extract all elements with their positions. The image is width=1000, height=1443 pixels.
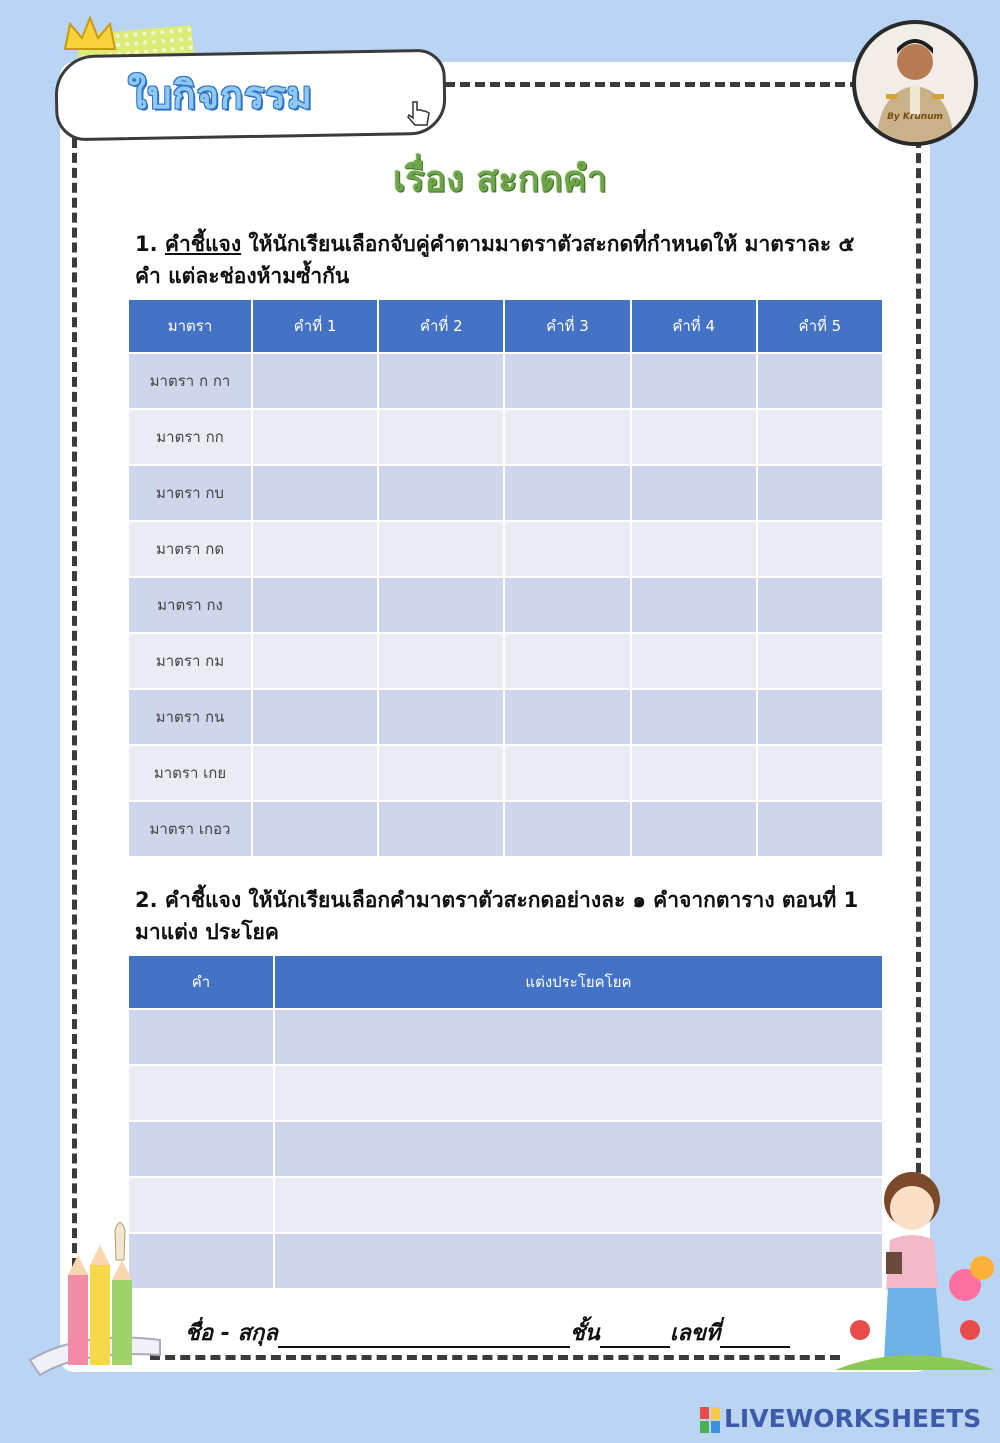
table-row [129, 1010, 882, 1064]
table-row [129, 466, 882, 520]
answer-cell[interactable] [758, 410, 882, 464]
avatar-credit: By Krunum [887, 112, 943, 122]
answer-cell[interactable] [758, 746, 882, 800]
answer-cell[interactable] [758, 802, 882, 856]
header-word-3: คำที่ 3 [505, 300, 629, 352]
word-cell[interactable] [129, 1122, 273, 1176]
answer-cell[interactable] [758, 354, 882, 408]
liveworksheets-brand [700, 1404, 981, 1433]
page-subtitle: เรื่อง สะกดคำ [392, 159, 608, 200]
table-row [129, 802, 882, 856]
answer-cell[interactable] [505, 802, 629, 856]
table-row [129, 1122, 882, 1176]
row-label: มาตรา กง [129, 578, 251, 632]
answer-cell[interactable] [253, 746, 377, 800]
instruction-1-label: คำชี้แจง [164, 232, 242, 256]
instruction-1-number: 1. [135, 232, 158, 256]
answer-cell[interactable] [505, 522, 629, 576]
table-row [129, 1234, 882, 1288]
row-label: มาตรา กบ [129, 466, 251, 520]
row-label: มาตรา เกย [129, 746, 251, 800]
sentence-cell[interactable] [275, 1122, 882, 1176]
answer-cell[interactable] [253, 690, 377, 744]
row-label: มาตรา เกอว [129, 802, 251, 856]
sentence-cell[interactable] [275, 1010, 882, 1064]
header-word-1: คำที่ 1 [253, 300, 377, 352]
class-blank[interactable] [600, 1321, 670, 1348]
answer-cell[interactable] [253, 578, 377, 632]
answer-cell[interactable] [253, 522, 377, 576]
signature-line [185, 1315, 790, 1350]
answer-cell[interactable] [253, 466, 377, 520]
sentence-cell[interactable] [275, 1178, 882, 1232]
answer-cell[interactable] [379, 634, 503, 688]
row-label: มาตรา กด [129, 522, 251, 576]
dashed-border-right [916, 138, 921, 1188]
name-label: ชื่อ - สกุล [185, 1321, 278, 1346]
header-word-5: คำที่ 5 [758, 300, 882, 352]
answer-cell[interactable] [253, 802, 377, 856]
teacher-portrait-icon [856, 24, 974, 142]
instruction-1 [135, 228, 885, 292]
sentence-cell[interactable] [275, 1066, 882, 1120]
teacher-avatar [852, 20, 978, 146]
answer-cell[interactable] [632, 746, 756, 800]
spelling-table [127, 298, 884, 858]
answer-cell[interactable] [632, 578, 756, 632]
answer-cell[interactable] [632, 690, 756, 744]
instruction-1-text: ให้นักเรียนเลือกจับคู่คำตามมาตราตัวสะกดที่กำหนดให้ มาตราละ ๕ คำ แต่ละช่องห้ามซ้ำกัน [135, 232, 855, 288]
answer-cell[interactable] [758, 690, 882, 744]
answer-cell[interactable] [632, 354, 756, 408]
header-sentence: แต่งประโยคโยค [275, 956, 882, 1008]
header-word: คำ [129, 956, 273, 1008]
answer-cell[interactable] [505, 410, 629, 464]
table-row [129, 634, 882, 688]
dashed-border-top [430, 82, 920, 87]
row-label: มาตรา กก [129, 410, 251, 464]
answer-cell[interactable] [253, 354, 377, 408]
table-row [129, 522, 882, 576]
answer-cell[interactable] [505, 578, 629, 632]
table-row [129, 354, 882, 408]
pencils-decoration-icon [20, 1210, 170, 1390]
liveworksheets-logo-icon [700, 1407, 720, 1433]
spelling-table-header [129, 300, 882, 352]
row-label: มาตรา ก กา [129, 354, 251, 408]
row-label: มาตรา กม [129, 634, 251, 688]
answer-cell[interactable] [379, 410, 503, 464]
row-label: มาตรา กน [129, 690, 251, 744]
answer-cell[interactable] [632, 634, 756, 688]
header-word-2: คำที่ 2 [379, 300, 503, 352]
footer-brand-text: LIVEWORKSHEETS [724, 1404, 982, 1433]
answer-cell[interactable] [253, 410, 377, 464]
dashed-border-bottom [150, 1355, 840, 1360]
answer-cell[interactable] [632, 410, 756, 464]
table-row [129, 578, 882, 632]
answer-cell[interactable] [758, 634, 882, 688]
crown-icon [60, 14, 120, 54]
word-cell[interactable] [129, 1066, 273, 1120]
sentence-cell[interactable] [275, 1234, 882, 1288]
dashed-border-left [72, 138, 77, 1268]
answer-cell[interactable] [758, 466, 882, 520]
instruction-2: 2. คำชี้แจง ให้นักเรียนเลือกคำมาตราตัวสะกดอย่างละ ๑ คำจากตาราง ตอนที่ 1 มาแต่ง ประโยค [135, 888, 859, 944]
class-label: ชั้น [569, 1321, 600, 1346]
table-row [129, 690, 882, 744]
answer-cell[interactable] [379, 522, 503, 576]
sentence-table-header [129, 956, 882, 1008]
answer-cell[interactable] [379, 690, 503, 744]
answer-cell[interactable] [632, 522, 756, 576]
answer-cell[interactable] [632, 466, 756, 520]
answer-cell[interactable] [632, 802, 756, 856]
table-row [129, 1178, 882, 1232]
word-cell[interactable] [129, 1010, 273, 1064]
answer-cell[interactable] [758, 522, 882, 576]
name-blank[interactable] [278, 1321, 570, 1348]
header-word-4: คำที่ 4 [632, 300, 756, 352]
answer-cell[interactable] [505, 746, 629, 800]
table-row [129, 746, 882, 800]
table-row [129, 410, 882, 464]
answer-cell[interactable] [505, 690, 629, 744]
answer-cell[interactable] [379, 802, 503, 856]
answer-cell[interactable] [758, 578, 882, 632]
answer-cell[interactable] [253, 634, 377, 688]
sentence-table [127, 954, 884, 1290]
table-row [129, 1066, 882, 1120]
number-blank[interactable] [720, 1321, 790, 1348]
pointer-hand-icon [405, 98, 435, 128]
header-category: มาตรา [129, 300, 251, 352]
answer-cell[interactable] [505, 634, 629, 688]
answer-cell[interactable] [379, 578, 503, 632]
answer-cell[interactable] [379, 746, 503, 800]
badge-title: ใบกิจกรรม [128, 73, 313, 117]
answer-cell[interactable] [379, 466, 503, 520]
teacher-cartoon-icon [830, 1170, 1000, 1380]
answer-cell[interactable] [505, 354, 629, 408]
number-label: เลขที่ [669, 1321, 721, 1346]
answer-cell[interactable] [505, 466, 629, 520]
answer-cell[interactable] [379, 354, 503, 408]
